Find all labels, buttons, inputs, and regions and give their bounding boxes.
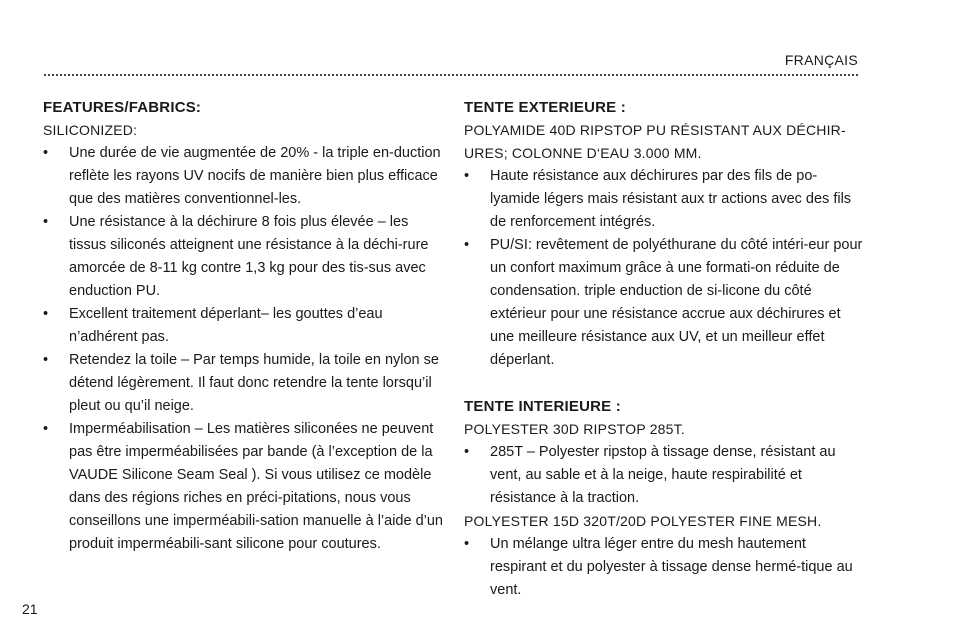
interior-list-2 <box>464 533 864 602</box>
list-item: • Excellent traitement déperlant– les gouttes d’eau n’adhérent pas. <box>43 303 443 349</box>
exterior-list <box>464 165 864 372</box>
list-item: • Imperméabilisation – Les matières siliconées ne peuvent pas être imperméabilisées par bande (à l’exception de la VAUDE Silicone Seam Seal ). Si vous utilisez ce modèle dans des régions riches en préci-pitations, nous vous conseillons une imperméabili-sation manuelle à l’aide d’un produit imperméabili-sant silicone pour coutures. <box>43 418 443 556</box>
list-item: • Une résistance à la déchirure 8 fois plus élevée – les tissus siliconés atteignent une résistance à la déchi-rure amorcée de 8-11 kg contre 1,3 kg pour des tis-sus avec enduction PU. <box>43 211 443 303</box>
list-item: • Haute résistance aux déchirures par des fils de po-lyamide légers mais résistant aux tr actions avec des fils de renforcement intégrés. <box>464 165 864 234</box>
page-number: 21 <box>22 601 38 617</box>
list-item: • Retendez la toile – Par temps humide, la toile en nylon se détend légèrement. Il faut donc retendre la tente lorsqu’il pleut ou qu’il neige. <box>43 349 443 418</box>
exterior-subheading: POLYAMIDE 40D RIPSTOP PU RÉSISTANT AUX DÉCHIR-URES; COLONNE D‘EAU 3.000 MM. <box>464 122 846 161</box>
left-column <box>43 96 443 556</box>
list-item: • 285T – Polyester ripstop à tissage dense, résistant au vent, au sable et à la neige, haute respirabilité et résistance à la traction. <box>464 441 864 510</box>
exterior-heading: TENTE EXTERIEURE : <box>464 99 626 116</box>
interior-subheading-1: POLYESTER 30D RIPSTOP 285T. <box>464 421 685 437</box>
interior-subheading-2: POLYESTER 15D 320T/20D POLYESTER FINE MESH. <box>464 513 822 529</box>
list-item: • Un mélange ultra léger entre du mesh hautement respirant et du polyester à tissage dense hermé-tique au vent. <box>464 533 864 602</box>
section-spacer <box>464 372 864 395</box>
interior-heading: TENTE INTERIEURE : <box>464 398 621 415</box>
features-heading: FEATURES/FABRICS: <box>43 99 202 116</box>
list-item: • Une durée de vie augmentée de 20% - la triple en-duction reflète les rayons UV nocifs de manière bien plus efficace que des matières conventionnel-les. <box>43 142 443 211</box>
list-item: • PU/SI: revêtement de polyéthurane du côté intéri-eur pour un confort maximum grâce à une formati-on réduite de condensation. triple enduction de si-licone du côté extérieur pour une résistance accrue aux déchirures et une meilleure résistance aux UV, et un meilleur effet déperlant. <box>464 234 864 372</box>
language-label: FRANÇAIS <box>784 52 858 68</box>
interior-list-1 <box>464 441 864 510</box>
dotted-divider <box>44 74 858 76</box>
siliconized-subheading: SILICONIZED: <box>43 122 138 138</box>
features-list <box>43 142 443 556</box>
right-column <box>464 96 864 602</box>
